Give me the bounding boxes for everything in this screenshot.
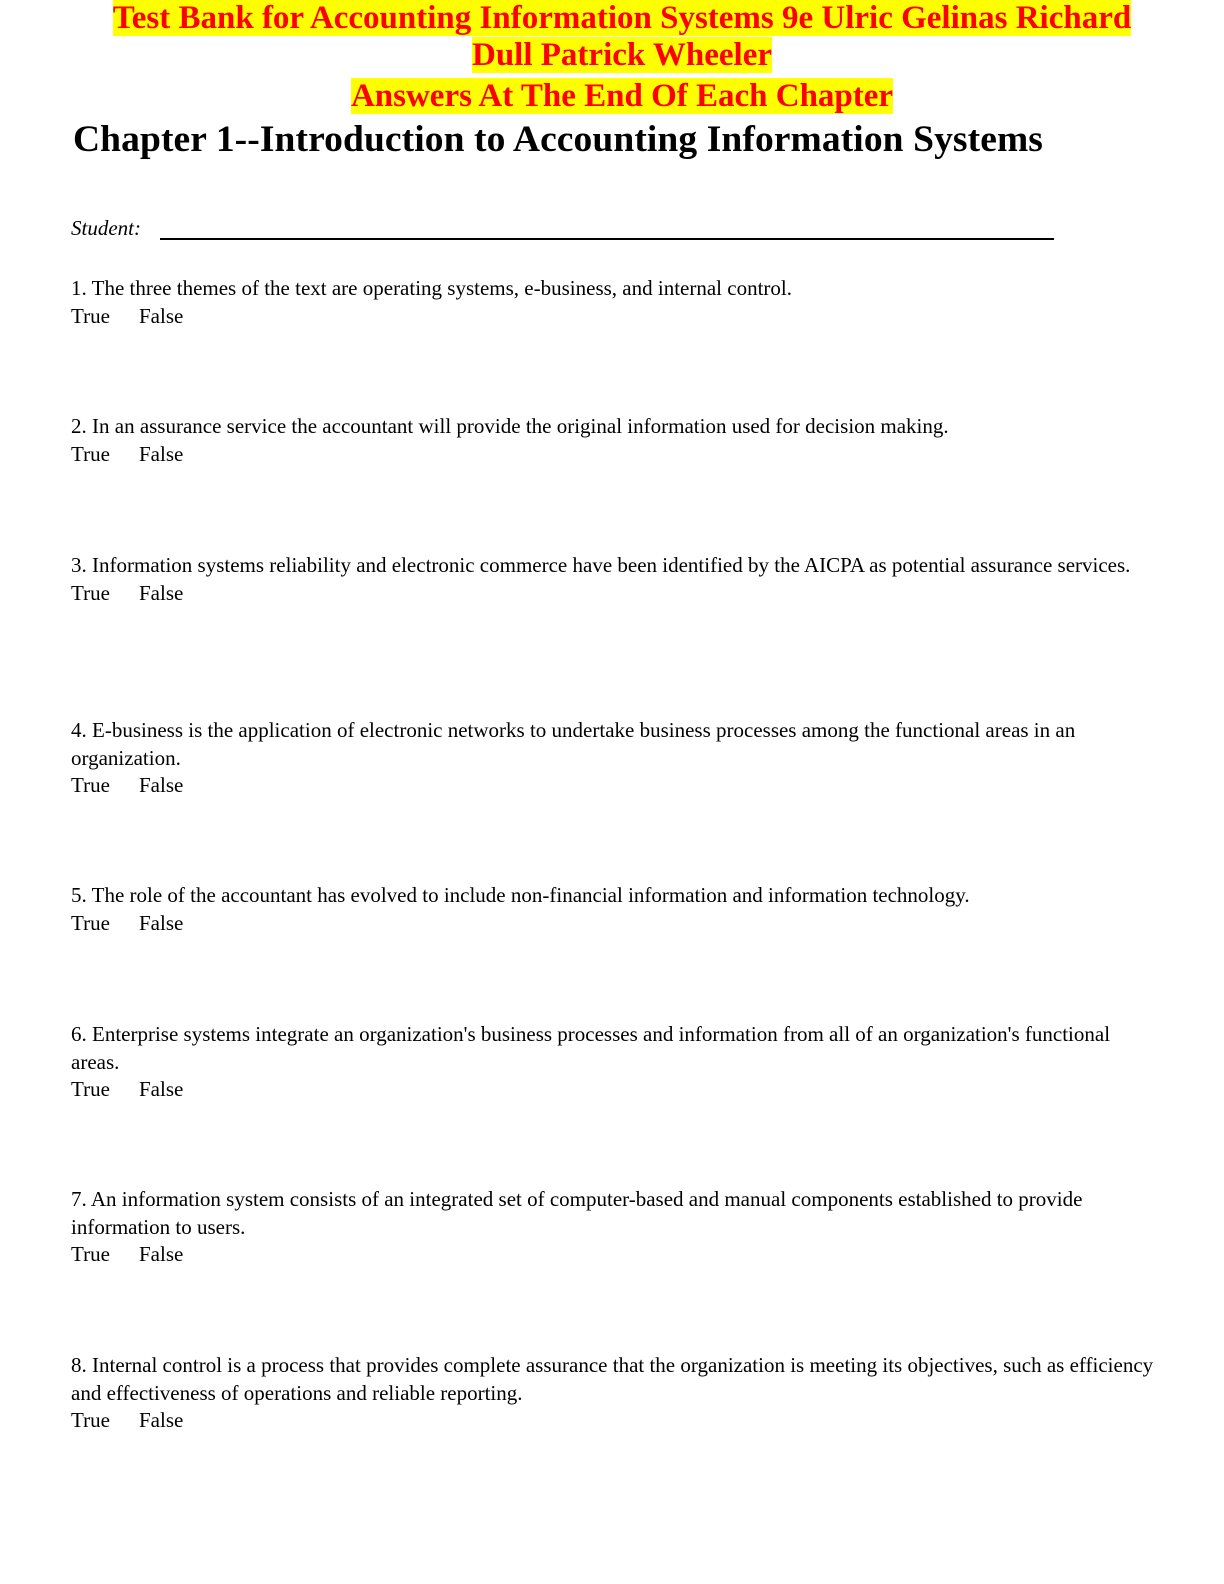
answer-options <box>71 772 1161 800</box>
option-false[interactable]: False <box>139 1077 184 1101</box>
option-false[interactable]: False <box>139 303 184 328</box>
question-text: 5. The role of the accountant has evolved to include non-financial information and information technology. <box>71 883 970 907</box>
question-item <box>71 413 1161 468</box>
title-banner <box>60 0 1184 115</box>
option-false[interactable]: False <box>139 441 184 466</box>
banner-title-line1: Test Bank for Accounting Information Systems 9e Ulric Gelinas Richard <box>112 0 1132 36</box>
option-false[interactable]: False <box>139 580 184 605</box>
option-false[interactable]: False <box>139 910 184 935</box>
option-true[interactable]: True <box>71 773 110 797</box>
option-true[interactable]: True <box>71 1077 110 1101</box>
option-true[interactable]: True <box>71 910 110 935</box>
student-label: Student: <box>71 216 141 240</box>
option-false[interactable]: False <box>139 1242 184 1266</box>
question-text: 2. In an assurance service the accountant will provide the original information used for decision making. <box>71 414 949 438</box>
student-name-line[interactable] <box>160 238 1054 240</box>
answer-options <box>71 910 1161 938</box>
question-text: 4. E-business is the application of electronic networks to undertake business processes among the functional areas in an organization. <box>71 718 1076 770</box>
option-true[interactable]: True <box>71 1242 110 1266</box>
answer-options <box>71 580 1161 608</box>
question-item <box>71 1021 1161 1104</box>
answer-options <box>71 1241 1161 1269</box>
question-text: 6. Enterprise systems integrate an organization's business processes and information from all of an organization's functional areas. <box>71 1022 1111 1074</box>
option-true[interactable]: True <box>71 580 110 605</box>
answer-options <box>71 1076 1161 1104</box>
banner-title-line2: Dull Patrick Wheeler <box>472 37 772 73</box>
question-text: 3. Information systems reliability and electronic commerce have been identified by the AICPA as potential assurance services. <box>71 553 1131 577</box>
question-text: 1. The three themes of the text are operating systems, e-business, and internal control. <box>71 276 792 300</box>
option-true[interactable]: True <box>71 1408 110 1432</box>
question-item <box>71 552 1161 607</box>
question-item <box>71 275 1161 330</box>
option-false[interactable]: False <box>139 773 184 797</box>
question-item <box>71 1186 1161 1269</box>
question-item <box>71 717 1161 800</box>
chapter-title: Chapter 1--Introduction to Accounting Information Systems <box>73 119 1043 160</box>
answer-options <box>71 441 1161 469</box>
option-true[interactable]: True <box>71 441 110 466</box>
question-text: 7. An information system consists of an integrated set of computer-based and manual components established to provide information to users. <box>71 1187 1083 1239</box>
option-true[interactable]: True <box>71 303 110 328</box>
question-item <box>71 882 1161 937</box>
option-false[interactable]: False <box>139 1408 184 1432</box>
answer-options <box>71 1407 1161 1435</box>
answer-options <box>71 303 1161 331</box>
question-text: 8. Internal control is a process that provides complete assurance that the organization is meeting its objectives, such as efficiency and effectiveness of operations and reliable reporting. <box>71 1353 1154 1405</box>
question-item <box>71 1352 1161 1435</box>
banner-subtitle: Answers At The End Of Each Chapter <box>350 78 894 114</box>
